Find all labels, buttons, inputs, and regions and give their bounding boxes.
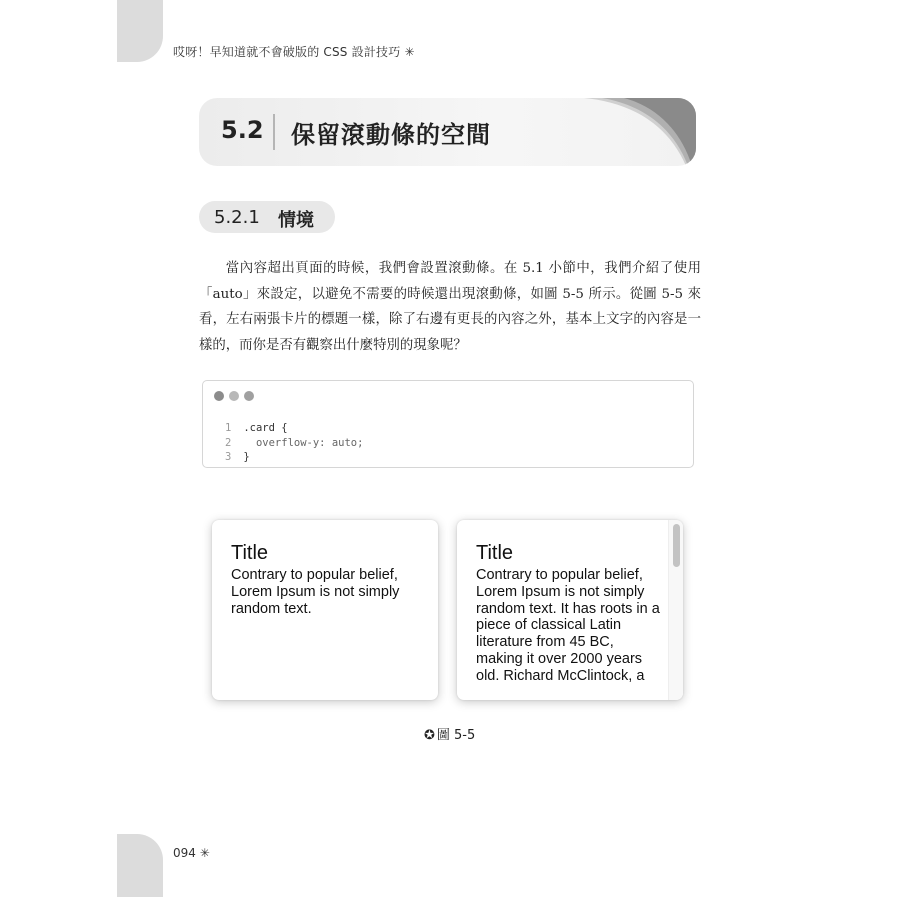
code-text: overflow-y: auto;	[243, 436, 364, 449]
window-dot-icon	[214, 391, 224, 401]
caption-text: 圖 5-5	[436, 728, 476, 743]
card-text: Contrary to popular belief, Lorem Ipsum is not simply random text.	[231, 567, 400, 617]
line-number: 3	[225, 451, 232, 463]
code-text: }	[243, 451, 250, 463]
example-card-right[interactable]	[457, 520, 683, 700]
swoosh-decoration-icon	[576, 98, 696, 166]
example-card-left	[212, 520, 438, 700]
section-number: 5.2	[221, 116, 264, 144]
subsection-title: 情境	[278, 210, 314, 231]
subsection-number: 5.2.1	[214, 207, 260, 228]
line-number: 2	[225, 436, 232, 449]
running-head: 哎呀！早知道就不會破版的 CSS 設計技巧 ✳	[173, 45, 415, 59]
card-title: Title	[231, 542, 269, 564]
page-number: 094 ✳	[173, 846, 210, 860]
figure-caption	[424, 724, 475, 743]
page-corner-tab-bottom	[117, 834, 163, 897]
window-dot-icon	[229, 391, 239, 401]
body-paragraph: 當內容超出頁面的時候，我們會設置滾動條。在 5.1 小節中，我們介紹了使用「auto」來設定，以避免不需要的時候還出現滾動條，如圖 5-5 所示。從圖 5-5 來看，左右兩張卡片的標題一樣，除了右邊有更長的內容之外，基本上文字的內容是一樣的，而你是否有觀察出什麼特別的現象呢？	[199, 261, 701, 353]
card-text: Contrary to popular belief, Lorem Ipsum is not simply random text. It has roots in a piece of classical Latin literature from 45 BC, making it over 2000 years old. Richard McClintock, a	[476, 567, 660, 684]
scrollbar-thumb[interactable]	[673, 524, 680, 567]
code-lines	[225, 421, 363, 465]
subsection-heading	[199, 201, 335, 233]
line-number: 1	[225, 422, 232, 434]
section-divider	[273, 114, 275, 150]
page-corner-tab-top	[117, 0, 163, 62]
caption-bullet-icon: ✪	[424, 728, 435, 743]
section-title: 保留滾動條的空間	[291, 121, 491, 149]
section-heading-banner	[199, 98, 696, 166]
card-title: Title	[476, 542, 514, 564]
window-dot-icon	[244, 391, 254, 401]
card-scrollbar[interactable]	[668, 520, 683, 700]
code-line	[225, 450, 363, 465]
code-text: .card {	[243, 422, 288, 434]
code-line	[225, 436, 363, 451]
code-block	[202, 380, 694, 468]
code-line	[225, 421, 363, 436]
